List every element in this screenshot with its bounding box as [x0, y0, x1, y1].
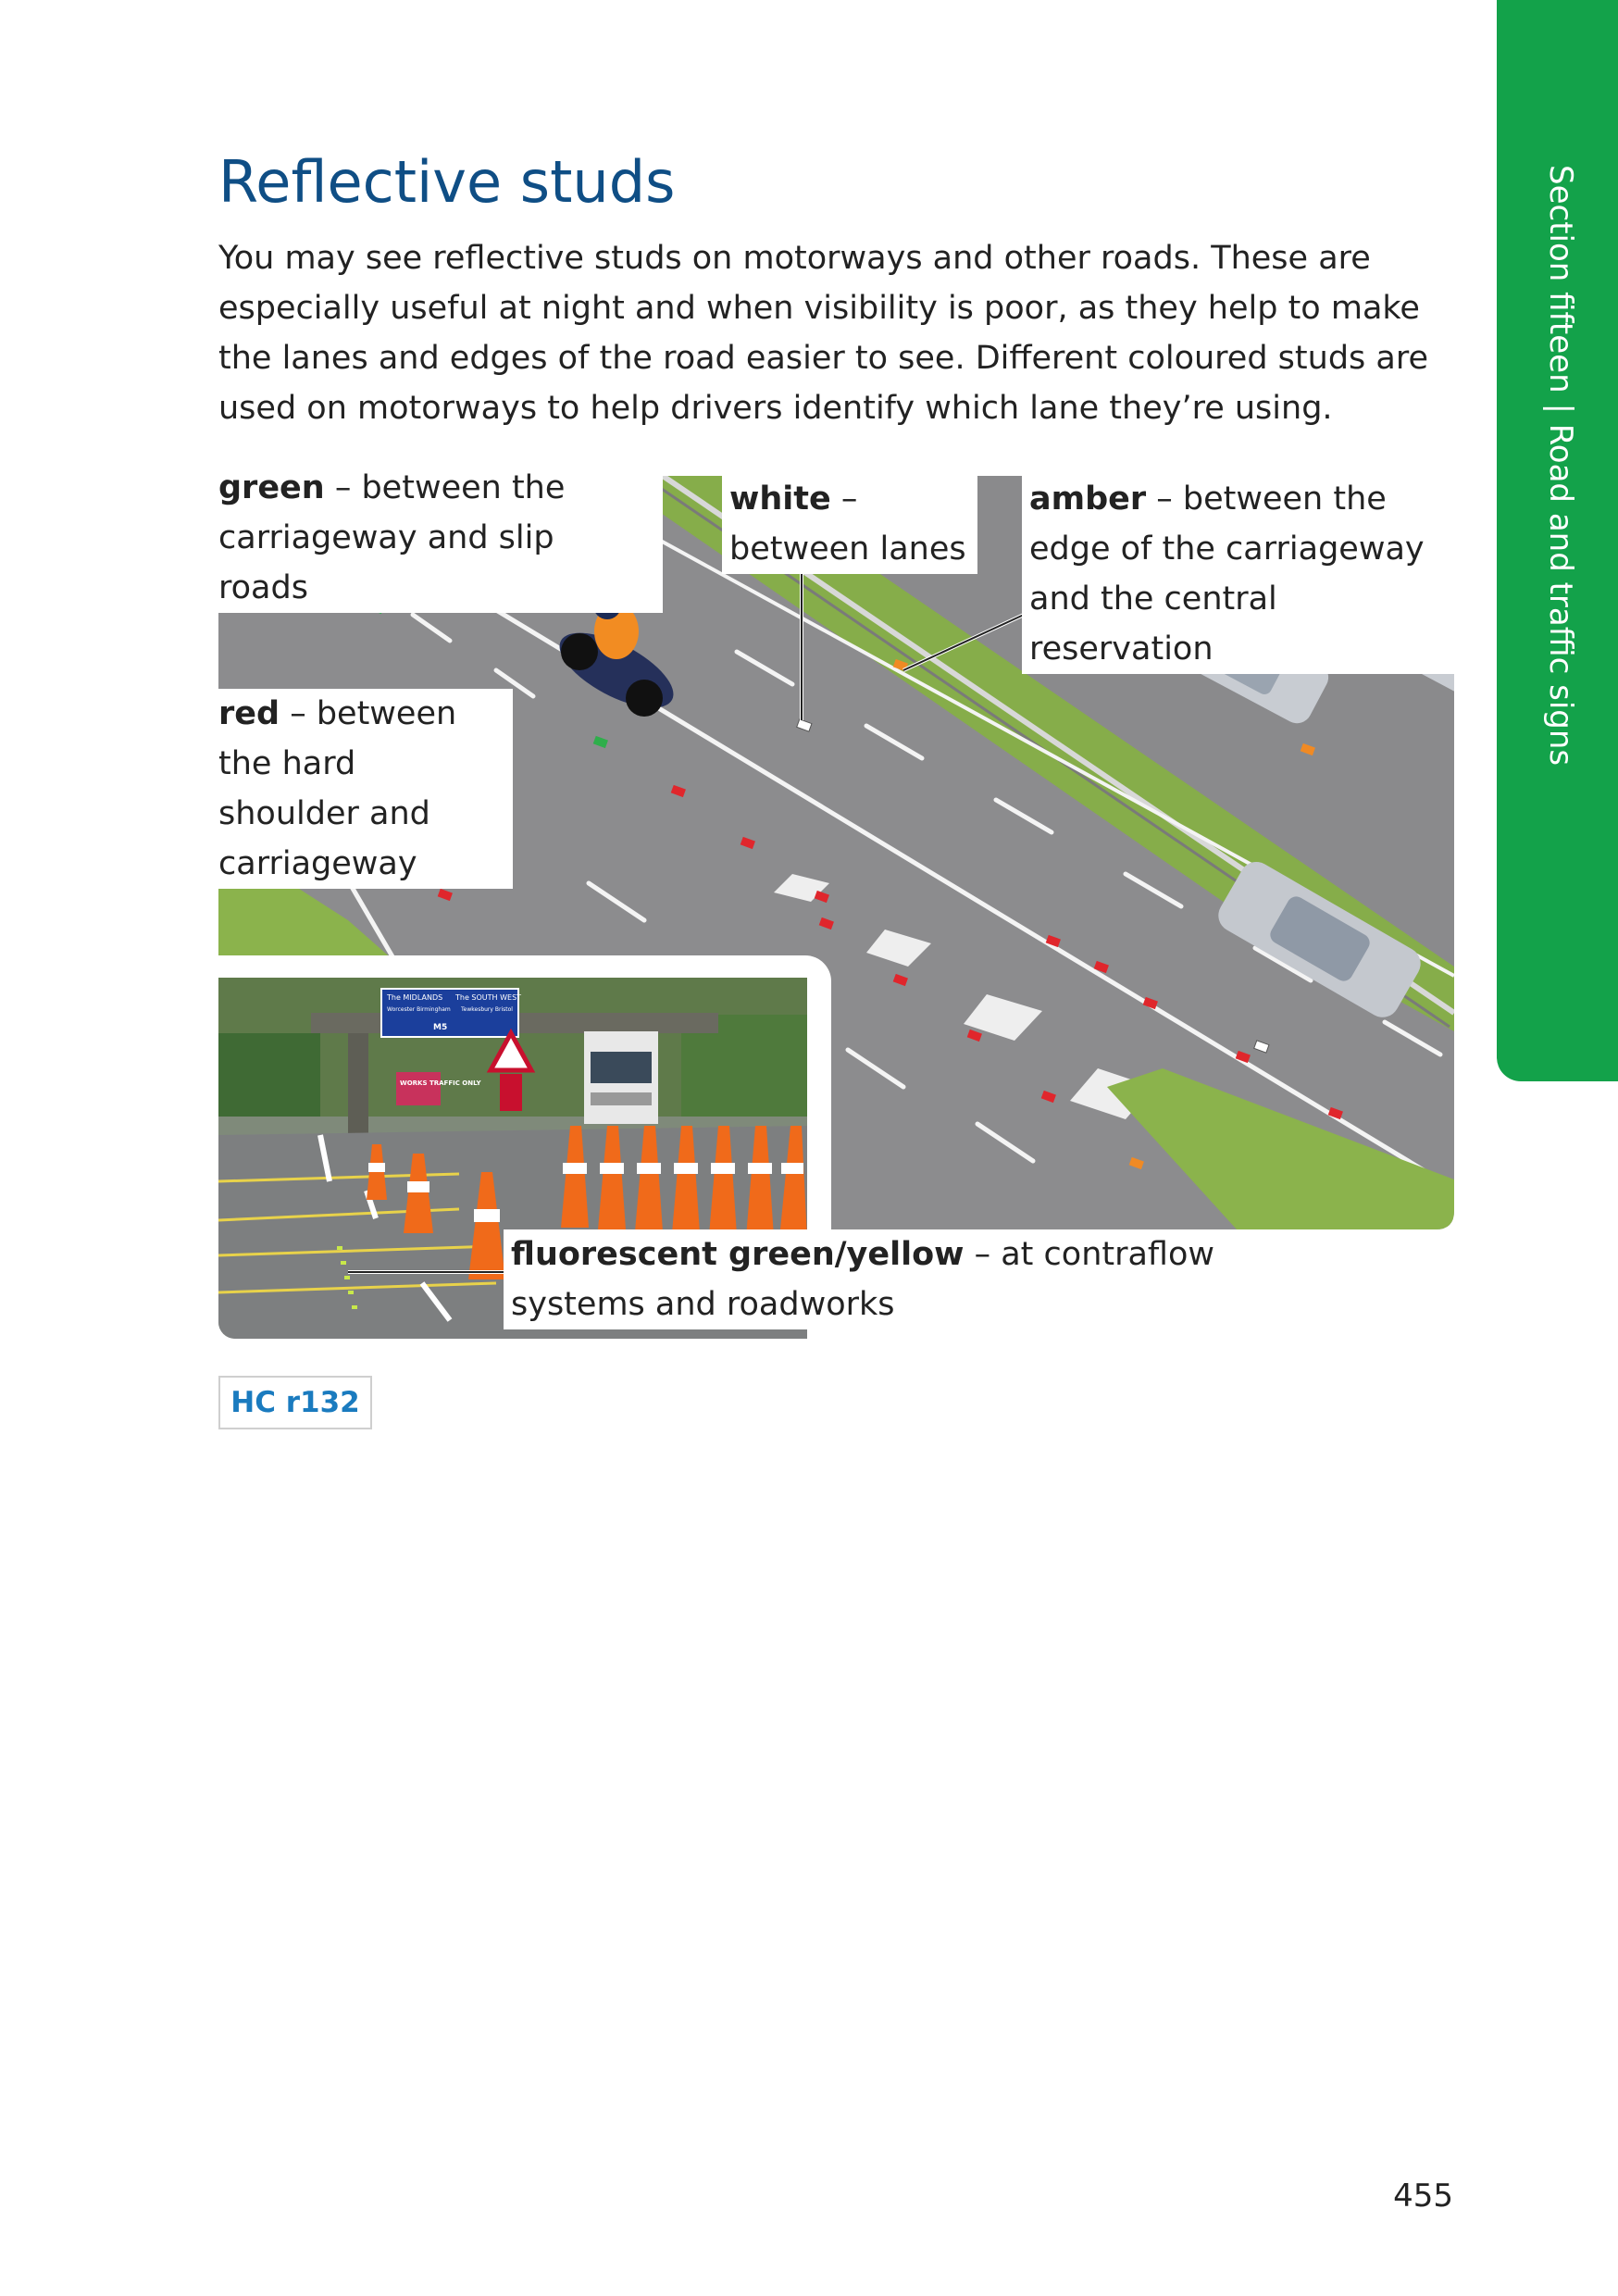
page-number: 455	[1393, 2177, 1453, 2215]
page-title: Reflective studs	[218, 148, 676, 216]
gantry-sign	[381, 989, 521, 1037]
label-amber-studs: amber – between the edge of the carriageway and the central reservation	[1022, 474, 1472, 674]
truck	[584, 1031, 658, 1124]
highway-code-reference: HC r132	[218, 1376, 372, 1429]
intro-paragraph: You may see reflective studs on motorways and other roads. These are especially useful at night and when visibility is poor, as they help to make the lanes and edges of the road easier to see. Different coloured studs are used on motorways to help drivers identify which lane they’re using.	[218, 240, 1428, 427]
svg-text:Worcester Birmingham: Worcester Birmingham	[387, 1006, 451, 1013]
svg-text:The SOUTH WEST: The SOUTH WEST	[455, 993, 522, 1002]
label-green-studs: green – between the carriageway and slip roads	[218, 463, 663, 613]
svg-text:M5: M5	[433, 1023, 448, 1032]
label-fluorescent-studs: fluorescent green/yellow – at contraflow systems and roadworks	[504, 1229, 1251, 1329]
section-tab-label: Section fifteen | Road and traffic signs	[1542, 165, 1579, 767]
svg-text:The MIDLANDS: The MIDLANDS	[387, 993, 443, 1002]
svg-text:Tewkesbury Bristol: Tewkesbury Bristol	[461, 1006, 513, 1013]
svg-text:WORKS TRAFFIC ONLY: WORKS TRAFFIC ONLY	[400, 1079, 481, 1087]
label-red-studs: red – between the hard shoulder and carriageway	[218, 689, 513, 889]
label-white-studs: white – between lanes	[722, 474, 977, 574]
